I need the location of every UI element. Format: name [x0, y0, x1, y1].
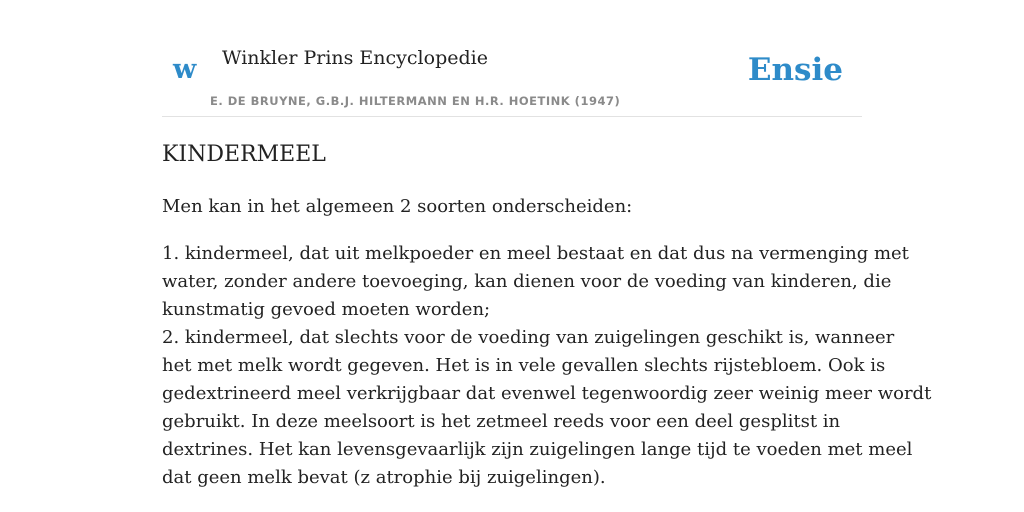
source-logo[interactable]: w [173, 54, 197, 85]
article-line: 1. kindermeel, dat uit melkpoeder en meel bestaat en dat dus na vermenging met [162, 243, 909, 264]
source-header [162, 0, 862, 117]
article-line: dat geen melk bevat (z atrophie bij zuigelingen). [162, 467, 606, 488]
article-line: 2. kindermeel, dat slechts voor de voeding van zuigelingen geschikt is, wanneer [162, 327, 895, 348]
article-body [162, 240, 932, 492]
article-line: gebruikt. In deze meelsoort is het zetmeel reeds voor een deel gesplitst in [162, 411, 841, 432]
article-headword: KINDERMEEL [162, 142, 326, 167]
article-page [162, 0, 932, 488]
article-line: kunstmatig gevoed moeten worden; [162, 299, 491, 320]
article-intro: Men kan in het algemeen 2 soorten onderscheiden: [162, 196, 633, 217]
source-title[interactable]: Winkler Prins Encyclopedie [222, 47, 488, 69]
source-authors: E. DE BRUYNE, G.B.J. HILTERMANN EN H.R. HOETINK (1947) [210, 94, 621, 108]
article-line: dextrines. Het kan levensgevaarlijk zijn zuigelingen lange tijd te voeden met meel [162, 439, 913, 460]
brand-logo-link[interactable]: Ensie [747, 52, 843, 88]
article-line: gedextrineerd meel verkrijgbaar dat evenwel tegenwoordig zeer weinig meer wordt [162, 383, 932, 404]
article-line: het met melk wordt gegeven. Het is in vele gevallen slechts rijstebloem. Ook is [162, 355, 886, 376]
article-line: water, zonder andere toevoeging, kan dienen voor de voeding van kinderen, die [162, 271, 892, 292]
